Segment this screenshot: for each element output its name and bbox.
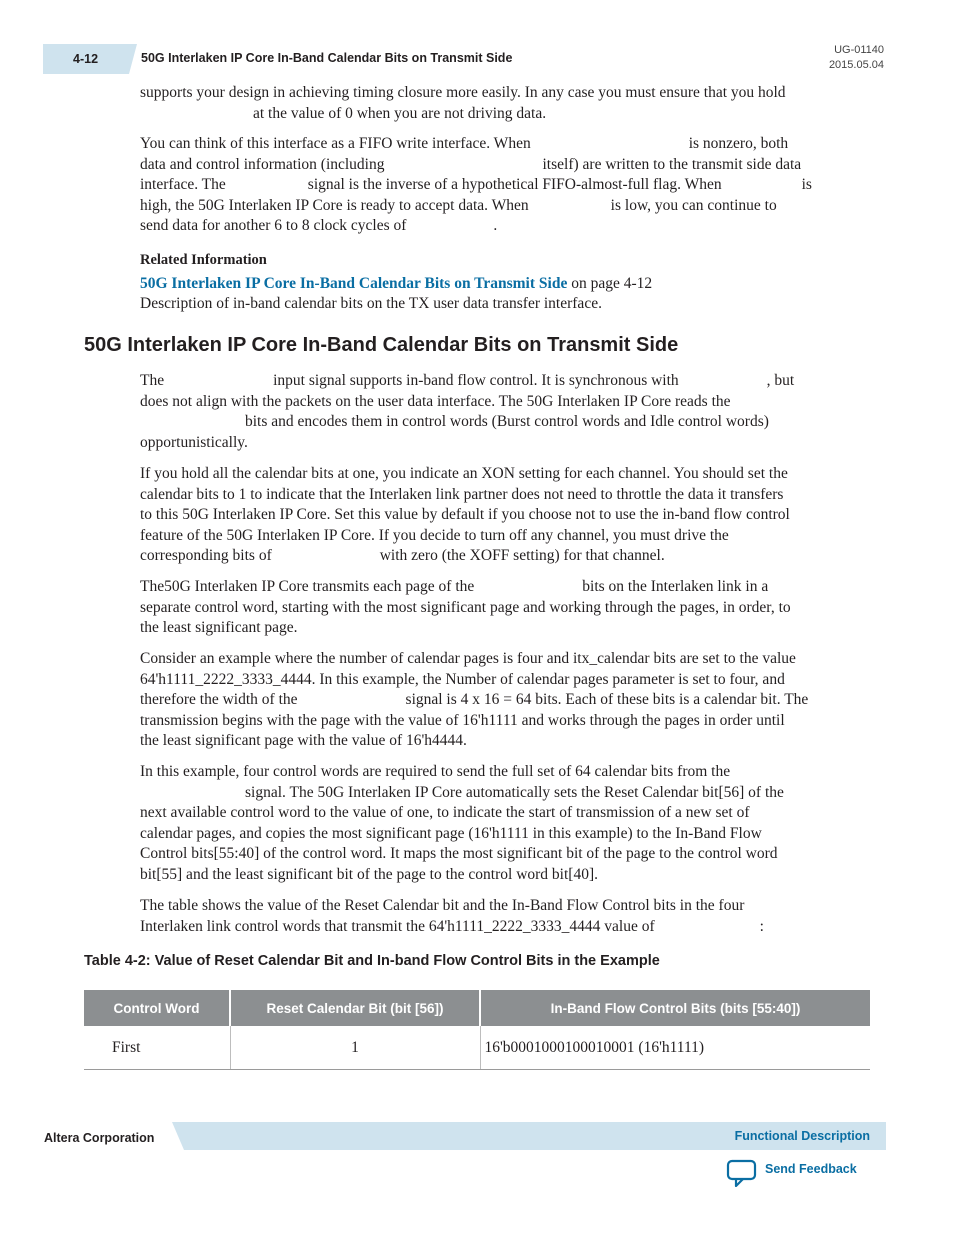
table-caption: Table 4-2: Value of Reset Calendar Bit and In-band Flow Control Bits in the Example [84, 953, 660, 969]
paragraph-fifo [140, 134, 875, 237]
text-line: calendar bits to 1 to indicate that the Interlaken link partner does not need to throttle the data it transfers [140, 485, 784, 503]
text-line: high, the 50G Interlaken IP Core is ready to accept data. When [140, 196, 529, 214]
text-line: The table shows the value of the Reset Calendar bit and the In-Band Flow Control bits in the four [140, 897, 745, 914]
paragraph-xon [140, 464, 875, 567]
text-line: feature of the 50G Interlaken IP Core. If you decide to turn off any channel, you must drive the [140, 526, 729, 544]
text-line: The50G Interlaken IP Core transmits each page of the [140, 578, 475, 595]
text-line: is low, you can continue to [610, 196, 777, 214]
table-row [84, 1026, 870, 1070]
column-header: In-Band Flow Control Bits (bits [55:40]) [480, 990, 870, 1026]
paragraph-pages [140, 577, 875, 639]
table-cell: 16'b0001000100010001 (16'h1111) [480, 1026, 870, 1070]
text-line: signal. The 50G Interlaken IP Core automatically sets the Reset Calendar bit[56] of the [245, 783, 784, 801]
text-line: 64'h1111_2222_3333_4444. In this example, the Number of calendar pages parameter is set to four, and [140, 670, 785, 688]
send-feedback-link[interactable]: Send Feedback [765, 1162, 857, 1176]
document-id [829, 43, 884, 73]
text-line: corresponding bits of [140, 547, 272, 565]
text-line: interface. The [140, 176, 226, 194]
column-header: Reset Calendar Bit (bit [56]) [230, 990, 480, 1026]
text-line: : [759, 917, 764, 935]
paragraph-calendar-input [140, 371, 875, 453]
section-title: 50G Interlaken IP Core In-Band Calendar Bits on Transmit Side [84, 334, 679, 356]
text-line: . [493, 217, 498, 235]
text-line: therefore the width of the [140, 691, 298, 709]
speech-bubble-icon[interactable] [726, 1159, 758, 1187]
text-line: next available control word to the value of one, to indicate the start of transmission of a new set of [140, 804, 750, 822]
paragraph-control-words [140, 762, 875, 886]
page-number: 4-12 [73, 52, 99, 66]
text-line: bit[55] and the least significant bit of the page to the control word bit[40]. [140, 865, 598, 883]
text-line: The [140, 372, 165, 389]
text-line: supports your design in achieving timing closure more easily. In any case you must ensure that you hold [140, 84, 786, 101]
text-line: input signal supports in-band flow control. It is synchronous with [273, 372, 679, 389]
text-line: calendar pages, and copies the most significant page (16'h1111 in this example) to the In-Band Flow [140, 824, 762, 842]
related-info-heading: Related Information [140, 252, 267, 268]
text-line: bits on the Interlaken link in a [582, 578, 769, 595]
text-line: with zero (the XOFF setting) for that channel. [379, 547, 665, 565]
text-line: Consider an example where the number of calendar pages is four and itx_calendar bits are set to the value [140, 650, 796, 667]
related-info-page-ref: on page 4-12 [567, 275, 653, 292]
text-line: transmission begins with the page with the value of 16'h1111 and works through the pages in order until [140, 711, 785, 729]
related-info-link[interactable]: 50G Interlaken IP Core In-Band Calendar Bits on Transmit Side [140, 275, 568, 292]
related-info-description: Description of in-band calendar bits on the TX user data transfer interface. [140, 295, 602, 312]
text-line: separate control word, starting with the most significant page and working through the pages, in order, to [140, 598, 791, 616]
text-line: itself) are written to the transmit side data [542, 155, 802, 173]
doc-id: UG-01140 [834, 44, 884, 56]
footer-corporation: Altera Corporation [44, 1131, 155, 1145]
table-header-row [84, 990, 870, 1026]
table-cell: First [84, 1026, 230, 1070]
text-line: data and control information (including [140, 155, 385, 173]
text-line: does not align with the packets on the user data interface. The 50G Interlaken IP Core reads the [140, 392, 731, 410]
header-title: 50G Interlaken IP Core In-Band Calendar Bits on Transmit Side [141, 51, 513, 65]
text-line: bits and encodes them in control words (Burst control words and Idle control words) [245, 413, 769, 431]
text-line: is [801, 176, 812, 194]
column-header: Control Word [84, 990, 230, 1026]
paragraph-timing [140, 83, 875, 124]
page-number-tab [43, 44, 129, 74]
text-line: You can think of this interface as a FIFO write interface. When [140, 135, 531, 152]
text-line: is nonzero, both [688, 135, 789, 152]
header-tab-notch [129, 44, 137, 74]
text-line: signal is 4 x 16 = 64 bits. Each of these bits is a calendar bit. The [405, 691, 809, 709]
text-line: Control bits[55:40] of the control word. It maps the most significant bit of the page to the control word [140, 845, 778, 863]
text-line: signal is the inverse of a hypothetical FIFO-almost-full flag. When [307, 176, 722, 194]
text-line: opportunistically. [140, 433, 248, 451]
paragraph-table-intro [140, 896, 875, 937]
text-line: In this example, four control words are required to send the full set of 64 calendar bits from the [140, 763, 731, 780]
footer-section-link[interactable]: Functional Description [734, 1129, 870, 1143]
text-line: the least significant page with the value of 16'h4444. [140, 732, 467, 750]
text-line: to this 50G Interlaken IP Core. Set this value by default if you choose not to use the in-band flow control [140, 506, 790, 524]
text-line: Interlaken link control words that transmit the 64'h1111_2222_3333_4444 value of [140, 917, 655, 935]
text-line: at the value of 0 when you are not driving data. [253, 104, 547, 122]
paragraph-example [140, 649, 875, 752]
text-line: If you hold all the calendar bits at one, you indicate an XON setting for each channel. You should set the [140, 465, 788, 482]
text-line: send data for another 6 to 8 clock cycles of [140, 217, 407, 235]
table-cell: 1 [230, 1026, 480, 1070]
doc-date: 2015.05.04 [828, 59, 884, 71]
related-info-entry [140, 275, 652, 293]
calendar-bits-table [84, 990, 870, 1070]
text-line: the least significant page. [140, 619, 298, 637]
text-line: , but [766, 372, 795, 389]
